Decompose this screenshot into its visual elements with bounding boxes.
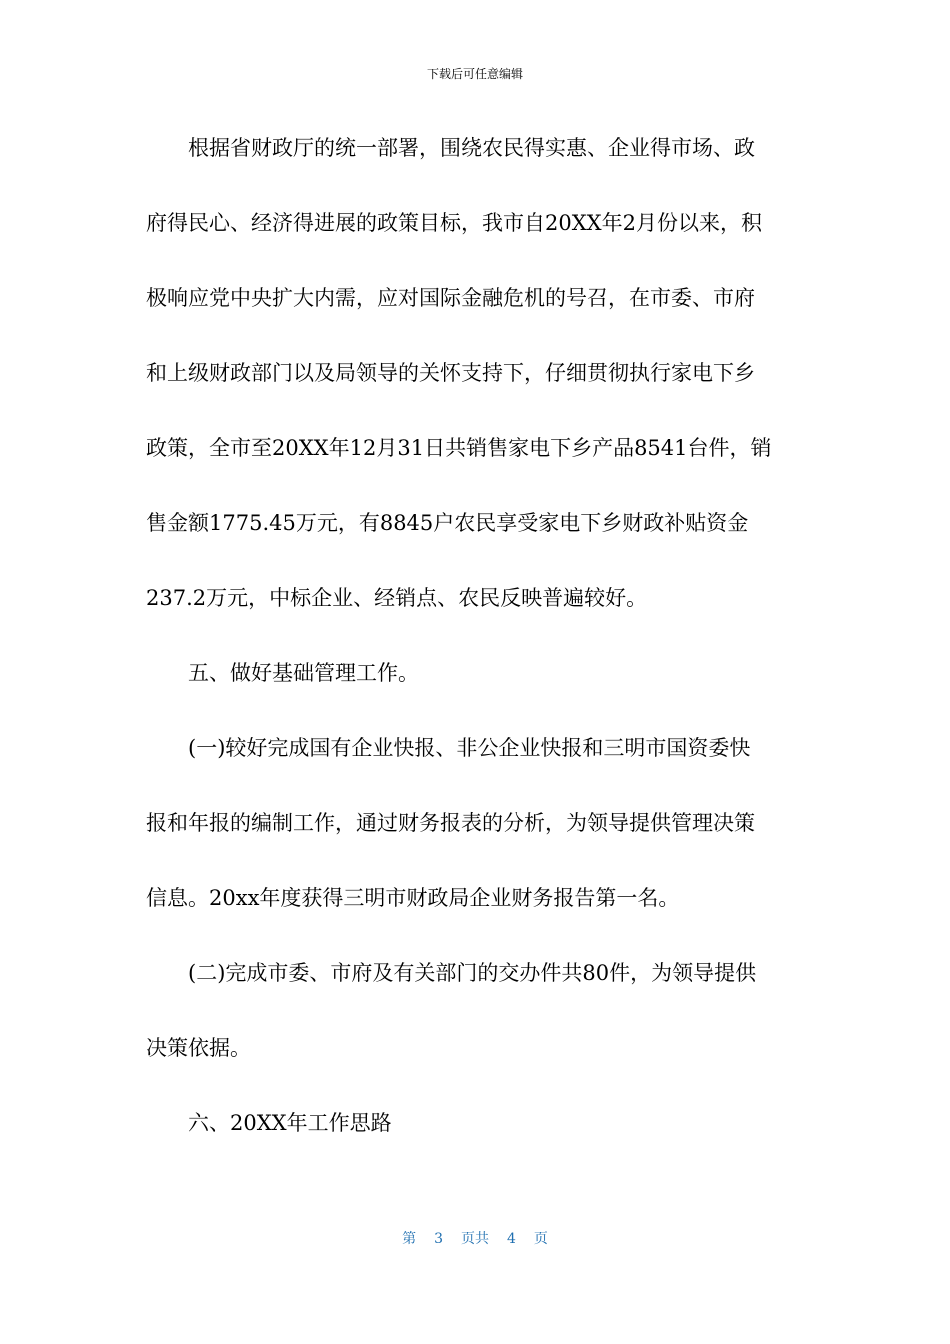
footer-middle: 页共 [461,1231,489,1247]
paragraph-line: 政策，全市至20XX年12月31日共销售家电下乡产品8541台件，销 [146,436,772,460]
footer-current-page: 3 [434,1231,443,1247]
paragraph-line: (二)完成市委、市府及有关部门的交办件共80件，为领导提供 [146,961,757,985]
section-heading: 五、做好基础管理工作。 [146,661,419,685]
paragraph-line: 决策依据。 [146,1036,251,1060]
paragraph-line: 府得民心、经济得进展的政策目标，我市自20XX年2月份以来，积 [146,211,762,235]
paragraph-line: 237.2万元，中标企业、经销点、农民反映普遍较好。 [146,586,648,610]
page-header: 下载后可任意编辑 [426,67,523,81]
document-body [146,127,806,1177]
footer-total-pages: 4 [507,1231,516,1247]
section-heading: 六、20XX年工作思路 [146,1111,392,1135]
paragraph-line: 极响应党中央扩大内需，应对国际金融危机的号召，在市委、市府 [146,286,755,310]
paragraph-line: (一)较好完成国有企业快报、非公企业快报和三明市国资委快 [146,736,751,760]
paragraph-line: 和上级财政部门以及局领导的关怀支持下，仔细贯彻执行家电下乡 [146,361,755,385]
paragraph-line: 售金额1775.45万元，有8845户农民享受家电下乡财政补贴资金 [146,511,749,535]
footer-prefix: 第 [402,1231,417,1247]
paragraph-line: 报和年报的编制工作，通过财务报表的分析，为领导提供管理决策 [146,811,755,835]
paragraph-line: 信息。20xx年度获得三明市财政局企业财务报告第一名。 [146,886,680,910]
page-footer [0,1230,950,1248]
paragraph-line: 根据省财政厅的统一部署，围绕农民得实惠、企业得市场、政 [146,136,755,160]
footer-suffix: 页 [533,1231,548,1247]
